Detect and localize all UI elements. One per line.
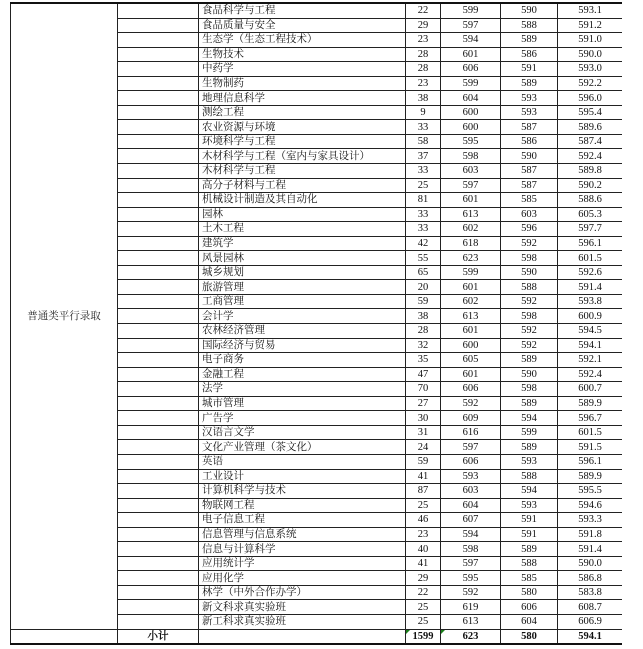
max-score-cell[interactable]: 618: [441, 236, 501, 251]
min-score-cell[interactable]: 587: [501, 164, 558, 179]
max-score-cell[interactable]: 599: [441, 76, 501, 91]
major-cell[interactable]: 中药学: [199, 62, 406, 77]
batch-cell[interactable]: [118, 236, 199, 251]
min-score-cell[interactable]: 593: [501, 498, 558, 513]
batch-cell[interactable]: [118, 105, 199, 120]
major-cell[interactable]: 法学: [199, 382, 406, 397]
avg-score-cell[interactable]: 587.4: [558, 134, 623, 149]
major-cell[interactable]: 测绘工程: [199, 105, 406, 120]
max-score-cell[interactable]: 598: [441, 149, 501, 164]
plan-count-cell[interactable]: 28: [406, 47, 441, 62]
batch-cell[interactable]: [118, 309, 199, 324]
avg-score-cell[interactable]: 591.8: [558, 527, 623, 542]
major-cell[interactable]: 林学（中外合作办学）: [199, 585, 406, 600]
batch-cell[interactable]: [118, 280, 199, 295]
max-score-cell[interactable]: 613: [441, 614, 501, 629]
max-score-cell[interactable]: 602: [441, 294, 501, 309]
avg-score-cell[interactable]: 591.4: [558, 280, 623, 295]
major-cell[interactable]: 电子商务: [199, 353, 406, 368]
avg-score-cell[interactable]: 601.5: [558, 251, 623, 266]
batch-cell[interactable]: [118, 484, 199, 499]
max-score-cell[interactable]: 605: [441, 353, 501, 368]
table-body: [11, 3, 623, 644]
major-cell[interactable]: 木材科学与工程（室内与家具设计）: [199, 149, 406, 164]
max-score-cell[interactable]: 597: [441, 18, 501, 33]
major-cell[interactable]: 机械设计制造及其自动化: [199, 193, 406, 208]
plan-count-cell[interactable]: 22: [406, 585, 441, 600]
max-score-cell[interactable]: 604: [441, 91, 501, 106]
max-score-cell[interactable]: 604: [441, 498, 501, 513]
batch-cell[interactable]: [118, 396, 199, 411]
batch-cell[interactable]: [118, 454, 199, 469]
max-score-cell[interactable]: 592: [441, 396, 501, 411]
major-cell[interactable]: 应用化学: [199, 571, 406, 586]
plan-count-cell[interactable]: 25: [406, 178, 441, 193]
min-score-cell[interactable]: 590: [501, 367, 558, 382]
avg-score-cell[interactable]: 608.7: [558, 600, 623, 615]
major-cell[interactable]: 信息管理与信息系统: [199, 527, 406, 542]
major-cell[interactable]: 信息与计算科学: [199, 542, 406, 557]
avg-score-cell[interactable]: 591.0: [558, 33, 623, 48]
avg-score-cell[interactable]: 593.0: [558, 62, 623, 77]
batch-cell[interactable]: [118, 585, 199, 600]
avg-score-cell[interactable]: 594.6: [558, 498, 623, 513]
major-cell[interactable]: 农业资源与环境: [199, 120, 406, 135]
min-score-cell[interactable]: 590: [501, 265, 558, 280]
plan-count-cell[interactable]: 33: [406, 222, 441, 237]
plan-count-cell[interactable]: 58: [406, 134, 441, 149]
max-score-cell[interactable]: 594: [441, 527, 501, 542]
plan-count-cell[interactable]: 32: [406, 338, 441, 353]
batch-cell[interactable]: [118, 164, 199, 179]
subtotal-count-cell[interactable]: 1599: [406, 629, 441, 644]
min-score-cell[interactable]: 592: [501, 324, 558, 339]
plan-count-cell[interactable]: 29: [406, 571, 441, 586]
min-score-cell[interactable]: 594: [501, 484, 558, 499]
major-cell[interactable]: 建筑学: [199, 236, 406, 251]
min-score-cell[interactable]: 589: [501, 353, 558, 368]
major-cell[interactable]: 国际经济与贸易: [199, 338, 406, 353]
major-cell[interactable]: 汉语言文学: [199, 425, 406, 440]
batch-cell[interactable]: [118, 62, 199, 77]
plan-count-cell[interactable]: 70: [406, 382, 441, 397]
avg-score-cell[interactable]: 589.9: [558, 469, 623, 484]
min-score-cell[interactable]: 589: [501, 542, 558, 557]
subtotal-label[interactable]: 小计: [118, 629, 199, 644]
plan-count-cell[interactable]: 33: [406, 207, 441, 222]
max-score-cell[interactable]: 606: [441, 382, 501, 397]
batch-cell[interactable]: [118, 265, 199, 280]
min-score-cell[interactable]: 596: [501, 222, 558, 237]
avg-score-cell[interactable]: 595.5: [558, 484, 623, 499]
min-score-cell[interactable]: 590: [501, 3, 558, 18]
avg-score-cell[interactable]: 594.5: [558, 324, 623, 339]
major-cell[interactable]: 食品科学与工程: [199, 3, 406, 18]
max-score-cell[interactable]: 600: [441, 105, 501, 120]
min-score-cell[interactable]: 588: [501, 556, 558, 571]
major-cell[interactable]: 新工科求真实验班: [199, 614, 406, 629]
max-score-cell[interactable]: 597: [441, 440, 501, 455]
major-cell[interactable]: 电子信息工程: [199, 513, 406, 528]
max-score-cell[interactable]: 599: [441, 265, 501, 280]
plan-count-cell[interactable]: 29: [406, 18, 441, 33]
batch-cell[interactable]: [118, 367, 199, 382]
plan-count-cell[interactable]: 22: [406, 3, 441, 18]
max-score-cell[interactable]: 606: [441, 454, 501, 469]
batch-cell[interactable]: [118, 149, 199, 164]
major-cell[interactable]: 城市管理: [199, 396, 406, 411]
batch-cell[interactable]: [118, 294, 199, 309]
batch-cell[interactable]: [118, 91, 199, 106]
max-score-cell[interactable]: 601: [441, 367, 501, 382]
major-cell[interactable]: 会计学: [199, 309, 406, 324]
plan-count-cell[interactable]: 25: [406, 600, 441, 615]
avg-score-cell[interactable]: 590.0: [558, 47, 623, 62]
major-cell[interactable]: 环境科学与工程: [199, 134, 406, 149]
avg-score-cell[interactable]: 590.2: [558, 178, 623, 193]
plan-count-cell[interactable]: 59: [406, 294, 441, 309]
batch-cell[interactable]: [118, 207, 199, 222]
min-score-cell[interactable]: 588: [501, 18, 558, 33]
batch-cell[interactable]: [118, 324, 199, 339]
avg-score-cell[interactable]: 595.4: [558, 105, 623, 120]
subtotal-category-cell[interactable]: [11, 629, 118, 644]
plan-count-cell[interactable]: 28: [406, 62, 441, 77]
batch-cell[interactable]: [118, 251, 199, 266]
batch-cell[interactable]: [118, 571, 199, 586]
plan-count-cell[interactable]: 81: [406, 193, 441, 208]
min-score-cell[interactable]: 598: [501, 251, 558, 266]
avg-score-cell[interactable]: 596.1: [558, 454, 623, 469]
batch-cell[interactable]: [118, 33, 199, 48]
subtotal-avg-cell[interactable]: 594.1: [558, 629, 623, 644]
max-score-cell[interactable]: 616: [441, 425, 501, 440]
max-score-cell[interactable]: 613: [441, 207, 501, 222]
avg-score-cell[interactable]: 592.6: [558, 265, 623, 280]
plan-count-cell[interactable]: 24: [406, 440, 441, 455]
subtotal-min-cell[interactable]: 580: [501, 629, 558, 644]
plan-count-cell[interactable]: 46: [406, 513, 441, 528]
plan-count-cell[interactable]: 65: [406, 265, 441, 280]
avg-score-cell[interactable]: 600.7: [558, 382, 623, 397]
avg-score-cell[interactable]: 592.4: [558, 367, 623, 382]
plan-count-cell[interactable]: 28: [406, 324, 441, 339]
min-score-cell[interactable]: 593: [501, 454, 558, 469]
batch-cell[interactable]: [118, 3, 199, 18]
major-cell[interactable]: 物联网工程: [199, 498, 406, 513]
max-score-cell[interactable]: 601: [441, 193, 501, 208]
major-cell[interactable]: 文化产业管理（茶文化）: [199, 440, 406, 455]
avg-score-cell[interactable]: 590.0: [558, 556, 623, 571]
plan-count-cell[interactable]: 59: [406, 454, 441, 469]
major-cell[interactable]: 计算机科学与技术: [199, 484, 406, 499]
max-score-cell[interactable]: 619: [441, 600, 501, 615]
min-score-cell[interactable]: 594: [501, 411, 558, 426]
avg-score-cell[interactable]: 591.4: [558, 542, 623, 557]
batch-cell[interactable]: [118, 614, 199, 629]
max-score-cell[interactable]: 613: [441, 309, 501, 324]
min-score-cell[interactable]: 593: [501, 105, 558, 120]
major-cell[interactable]: 广告学: [199, 411, 406, 426]
major-cell[interactable]: 英语: [199, 454, 406, 469]
plan-count-cell[interactable]: 40: [406, 542, 441, 557]
plan-count-cell[interactable]: 35: [406, 353, 441, 368]
batch-cell[interactable]: [118, 178, 199, 193]
avg-score-cell[interactable]: 592.2: [558, 76, 623, 91]
batch-cell[interactable]: [118, 47, 199, 62]
plan-count-cell[interactable]: 47: [406, 367, 441, 382]
major-cell[interactable]: 旅游管理: [199, 280, 406, 295]
avg-score-cell[interactable]: 605.3: [558, 207, 623, 222]
max-score-cell[interactable]: 598: [441, 542, 501, 557]
avg-score-cell[interactable]: 593.1: [558, 3, 623, 18]
batch-cell[interactable]: [118, 353, 199, 368]
major-cell[interactable]: 木材科学与工程: [199, 164, 406, 179]
batch-cell[interactable]: [118, 382, 199, 397]
avg-score-cell[interactable]: 600.9: [558, 309, 623, 324]
avg-score-cell[interactable]: 589.9: [558, 396, 623, 411]
batch-cell[interactable]: [118, 120, 199, 135]
batch-cell[interactable]: [118, 600, 199, 615]
avg-score-cell[interactable]: 597.7: [558, 222, 623, 237]
min-score-cell[interactable]: 585: [501, 193, 558, 208]
avg-score-cell[interactable]: 596.1: [558, 236, 623, 251]
min-score-cell[interactable]: 598: [501, 382, 558, 397]
table-row: [11, 3, 623, 18]
batch-cell[interactable]: [118, 425, 199, 440]
min-score-cell[interactable]: 587: [501, 178, 558, 193]
avg-score-cell[interactable]: 596.7: [558, 411, 623, 426]
plan-count-cell[interactable]: 31: [406, 425, 441, 440]
major-cell[interactable]: 地理信息科学: [199, 91, 406, 106]
page-margin: [622, 0, 643, 649]
batch-cell[interactable]: [118, 193, 199, 208]
max-score-cell[interactable]: 606: [441, 62, 501, 77]
min-score-cell[interactable]: 593: [501, 91, 558, 106]
batch-cell[interactable]: [118, 469, 199, 484]
batch-cell[interactable]: [118, 542, 199, 557]
batch-cell[interactable]: [118, 76, 199, 91]
max-score-cell[interactable]: 593: [441, 469, 501, 484]
admission-scores-table: [10, 2, 623, 645]
avg-score-cell[interactable]: 588.6: [558, 193, 623, 208]
min-score-cell[interactable]: 598: [501, 309, 558, 324]
max-score-cell[interactable]: 603: [441, 484, 501, 499]
major-cell[interactable]: 生物技术: [199, 47, 406, 62]
plan-count-cell[interactable]: 27: [406, 396, 441, 411]
category-cell[interactable]: 普通类平行录取: [11, 3, 118, 629]
plan-count-cell[interactable]: 20: [406, 280, 441, 295]
plan-count-cell[interactable]: 9: [406, 105, 441, 120]
min-score-cell[interactable]: 585: [501, 571, 558, 586]
min-score-cell[interactable]: 589: [501, 76, 558, 91]
avg-score-cell[interactable]: 591.5: [558, 440, 623, 455]
major-cell[interactable]: 城乡规划: [199, 265, 406, 280]
batch-cell[interactable]: [118, 134, 199, 149]
avg-score-cell[interactable]: 592.1: [558, 353, 623, 368]
major-cell[interactable]: 生态学（生态工程技术）: [199, 33, 406, 48]
min-score-cell[interactable]: 589: [501, 440, 558, 455]
plan-count-cell[interactable]: 23: [406, 527, 441, 542]
subtotal-row: [11, 629, 623, 644]
max-score-cell[interactable]: 594: [441, 33, 501, 48]
major-cell[interactable]: 土木工程: [199, 222, 406, 237]
avg-score-cell[interactable]: 589.8: [558, 164, 623, 179]
batch-cell[interactable]: [118, 222, 199, 237]
min-score-cell[interactable]: 589: [501, 33, 558, 48]
major-cell[interactable]: 金融工程: [199, 367, 406, 382]
major-cell[interactable]: 新文科求真实验班: [199, 600, 406, 615]
max-score-cell[interactable]: 601: [441, 47, 501, 62]
avg-score-cell[interactable]: 593.8: [558, 294, 623, 309]
plan-count-cell[interactable]: 30: [406, 411, 441, 426]
max-score-cell[interactable]: 601: [441, 324, 501, 339]
major-cell[interactable]: 工商管理: [199, 294, 406, 309]
max-score-cell[interactable]: 602: [441, 222, 501, 237]
batch-cell[interactable]: [118, 498, 199, 513]
major-cell[interactable]: 生物制药: [199, 76, 406, 91]
avg-score-cell[interactable]: 589.6: [558, 120, 623, 135]
major-cell[interactable]: 风景园林: [199, 251, 406, 266]
min-score-cell[interactable]: 588: [501, 280, 558, 295]
avg-score-cell[interactable]: 601.5: [558, 425, 623, 440]
avg-score-cell[interactable]: 586.8: [558, 571, 623, 586]
min-score-cell[interactable]: 586: [501, 134, 558, 149]
min-score-cell[interactable]: 586: [501, 47, 558, 62]
avg-score-cell[interactable]: 594.1: [558, 338, 623, 353]
plan-count-cell[interactable]: 38: [406, 309, 441, 324]
major-cell[interactable]: 工业设计: [199, 469, 406, 484]
plan-count-cell[interactable]: 25: [406, 498, 441, 513]
batch-cell[interactable]: [118, 556, 199, 571]
avg-score-cell[interactable]: 606.9: [558, 614, 623, 629]
avg-score-cell[interactable]: 591.2: [558, 18, 623, 33]
max-score-cell[interactable]: 609: [441, 411, 501, 426]
batch-cell[interactable]: [118, 411, 199, 426]
min-score-cell[interactable]: 587: [501, 120, 558, 135]
major-cell[interactable]: 应用统计学: [199, 556, 406, 571]
plan-count-cell[interactable]: 23: [406, 76, 441, 91]
max-score-cell[interactable]: 623: [441, 251, 501, 266]
avg-score-cell[interactable]: 583.8: [558, 585, 623, 600]
plan-count-cell[interactable]: 25: [406, 614, 441, 629]
max-score-cell[interactable]: 600: [441, 338, 501, 353]
plan-count-cell[interactable]: 55: [406, 251, 441, 266]
plan-count-cell[interactable]: 33: [406, 164, 441, 179]
subtotal-major-cell[interactable]: [199, 629, 406, 644]
batch-cell[interactable]: [118, 18, 199, 33]
major-cell[interactable]: 农林经济管理: [199, 324, 406, 339]
max-score-cell[interactable]: 607: [441, 513, 501, 528]
max-score-cell[interactable]: 592: [441, 585, 501, 600]
batch-cell[interactable]: [118, 513, 199, 528]
major-cell[interactable]: 高分子材料与工程: [199, 178, 406, 193]
batch-cell[interactable]: [118, 338, 199, 353]
max-score-cell[interactable]: 597: [441, 178, 501, 193]
plan-count-cell[interactable]: 41: [406, 469, 441, 484]
max-score-cell[interactable]: 603: [441, 164, 501, 179]
min-score-cell[interactable]: 591: [501, 62, 558, 77]
major-cell[interactable]: 食品质量与安全: [199, 18, 406, 33]
max-score-cell[interactable]: 595: [441, 571, 501, 586]
plan-count-cell[interactable]: 42: [406, 236, 441, 251]
min-score-cell[interactable]: 580: [501, 585, 558, 600]
min-score-cell[interactable]: 589: [501, 396, 558, 411]
min-score-cell[interactable]: 604: [501, 614, 558, 629]
plan-count-cell[interactable]: 33: [406, 120, 441, 135]
subtotal-max-cell[interactable]: 623: [441, 629, 501, 644]
min-score-cell[interactable]: 588: [501, 469, 558, 484]
batch-cell[interactable]: [118, 527, 199, 542]
major-cell[interactable]: 园林: [199, 207, 406, 222]
plan-count-cell[interactable]: 37: [406, 149, 441, 164]
min-score-cell[interactable]: 592: [501, 294, 558, 309]
min-score-cell[interactable]: 603: [501, 207, 558, 222]
max-score-cell[interactable]: 600: [441, 120, 501, 135]
min-score-cell[interactable]: 606: [501, 600, 558, 615]
max-score-cell[interactable]: 601: [441, 280, 501, 295]
plan-count-cell[interactable]: 38: [406, 91, 441, 106]
min-score-cell[interactable]: 591: [501, 513, 558, 528]
max-score-cell[interactable]: 599: [441, 3, 501, 18]
plan-count-cell[interactable]: 41: [406, 556, 441, 571]
plan-count-cell[interactable]: 87: [406, 484, 441, 499]
avg-score-cell[interactable]: 596.0: [558, 91, 623, 106]
min-score-cell[interactable]: 599: [501, 425, 558, 440]
max-score-cell[interactable]: 597: [441, 556, 501, 571]
max-score-cell[interactable]: 595: [441, 134, 501, 149]
batch-cell[interactable]: [118, 440, 199, 455]
avg-score-cell[interactable]: 593.3: [558, 513, 623, 528]
min-score-cell[interactable]: 592: [501, 338, 558, 353]
min-score-cell[interactable]: 591: [501, 527, 558, 542]
min-score-cell[interactable]: 590: [501, 149, 558, 164]
avg-score-cell[interactable]: 592.4: [558, 149, 623, 164]
plan-count-cell[interactable]: 23: [406, 33, 441, 48]
min-score-cell[interactable]: 592: [501, 236, 558, 251]
